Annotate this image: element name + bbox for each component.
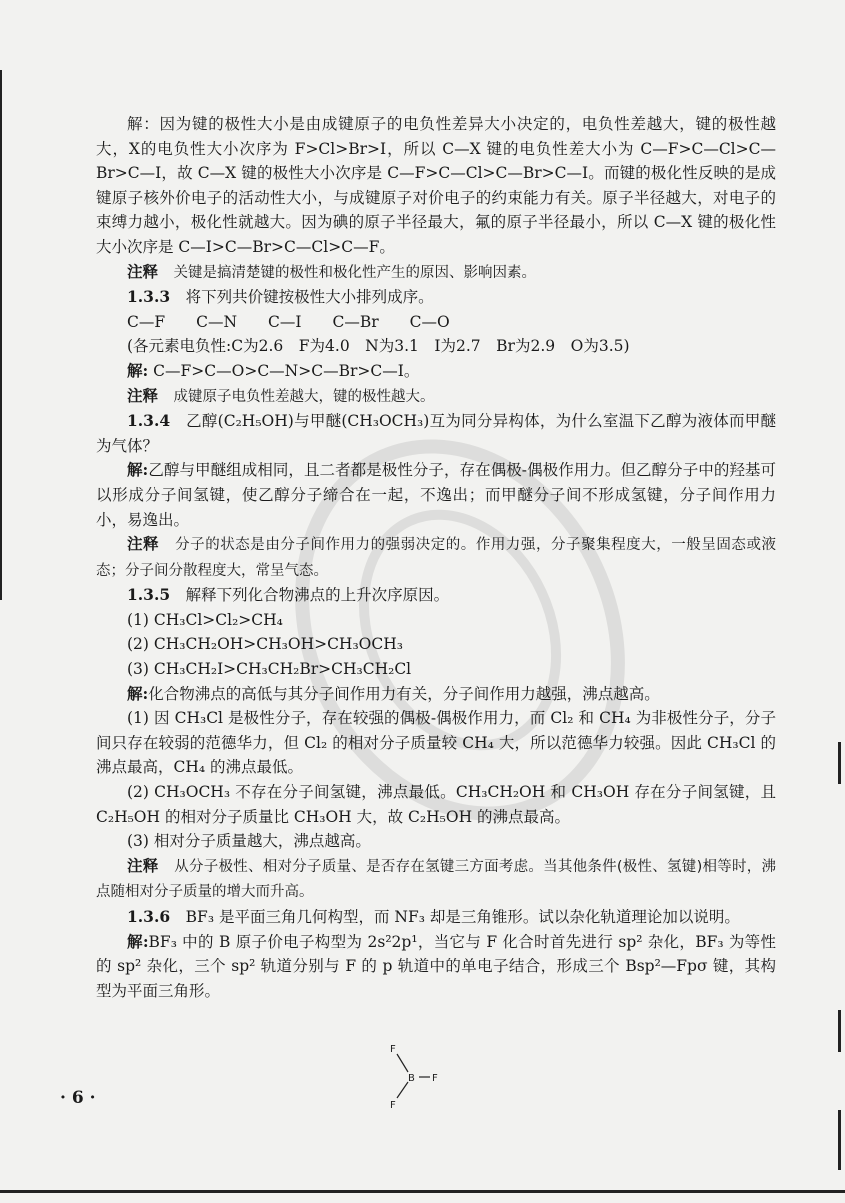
electronegativity-list: (各元素电负性:C为2.6 F为4.0 N为3.1 I为2.7 Br为2.9 O为3.5)	[127, 337, 630, 356]
bond-list: C—F C—N C—I C—Br C—O	[127, 312, 450, 331]
answer-1-3-4: 解:乙醇与甲醚组成相同，且二者都是极性分子，存在偶极-偶极作用力。但乙醇分子中的羟基可以形成分子间氢键，使乙醇分子缔合在一起，不逸出；而甲醚分子间不形成氢键，分子间作用力小，易逸出。	[96, 460, 776, 529]
bf3-structure	[380, 1040, 450, 1110]
scan-edge-bottom	[0, 1190, 845, 1193]
question-1-3-5: 1.3.5 解释下列化合物沸点的上升次序原因。	[127, 585, 450, 605]
page-body	[96, 112, 776, 1003]
note-paragraph: 注释 关键是搞清楚键的极性和极化性产生的原因、影响因素。	[127, 261, 537, 281]
answer-1-3-3: 解: C—F>C—O>C—N>C—Br>C—I。	[127, 360, 420, 380]
scan-mark-right	[838, 742, 841, 784]
boron-atom-label: B	[408, 1073, 415, 1084]
scan-edge-left	[0, 70, 2, 600]
question-1-3-4: 1.3.4 乙醇(C₂H₅OH)与甲醚(CH₃OCH₃)互为同分异构体，为什么室温下乙醇为液体而甲醚为气体？	[96, 411, 776, 455]
page-number: · 6 ·	[60, 1088, 96, 1108]
answer-1-3-5-part: (2) CH₃OCH₃ 不存在分子间氢键，沸点最低。CH₃CH₂OH 和 CH₃OH 存在分子间氢键，且 C₂H₅OH 的相对分子质量比 CH₃OH 大，故 C₂H₅OH 的沸点最高。	[96, 783, 776, 826]
scan-mark-right	[838, 1010, 841, 1052]
question-1-3-3: 1.3.3 将下列共价键按极性大小排列成序。	[127, 287, 434, 307]
answer-1-3-6: 解:BF₃ 中的 B 原子价电子构型为 2s²2p¹，当它与 F 化合时首先进行 sp² 杂化，BF₃ 为等性的 sp² 杂化，三个 sp² 轨道分别与 F 的 p 轨道中的单电子结合，形成三个 Bsp²—Fpσ 键，其构型为平面三角形。	[96, 931, 776, 1000]
fluorine-atom-label: F	[390, 1100, 396, 1110]
compound-list-item: (2) CH₃CH₂OH>CH₃OH>CH₃OCH₃	[127, 635, 403, 654]
scan-mark-right	[838, 1110, 841, 1170]
answer-1-3-5-part: (3) 相对分子质量越大，沸点越高。	[127, 832, 371, 851]
compound-list-item: (3) CH₃CH₂I>CH₃CH₂Br>CH₃CH₂Cl	[127, 660, 412, 679]
fluorine-atom-label: F	[432, 1073, 438, 1084]
note-paragraph: 注释 成键原子电负性差越大，键的极性越大。	[127, 385, 435, 405]
answer-paragraph: 解：因为键的极性大小是由成键原子的电负性差异大小决定的，电负性差越大，键的极性越大，X的电负性大小次序为 F>Cl>Br>I，所以 C—X 键的电负性差大小为 C—F>C—Cl>C—Br>C—I，故 C—X 键的极性大小次序是 C—F>C—Cl>C—Br>C—I。而键的极化性反映的是成键原子核外价电子的活动性大小，与成键原子对价电子的约束能力有关。原子半径越大，对电子的束缚力越小，极化性就越大。因为碘的原子半径最大，氟的原子半径最小，所以 C—X 键的极化性大小次序是 C—I>C—Br>C—Cl>C—F。	[96, 115, 776, 256]
note-paragraph: 注释 从分子极性、相对分子质量、是否存在氢键三方面考虑。当其他条件(极性、氢键)相等时，沸点随相对分子质量的增大而升高。	[96, 855, 776, 901]
answer-1-3-5-part: (1) 因 CH₃Cl 是极性分子，存在较强的偶极-偶极作用力，而 Cl₂ 和 CH₄ 为非极性分子，分子间只存在较弱的范德华力，但 Cl₂ 的相对分子质量较 CH₄ 大，所以范德华力较强。因此 CH₃Cl 的沸点最高，CH₄ 的沸点最低。	[96, 709, 776, 777]
note-paragraph: 注释 分子的状态是由分子间作用力的强弱决定的。作用力强，分子聚集程度大，一般呈固态或液态；分子间分散程度大，常呈气态。	[96, 534, 776, 579]
fluorine-atom-label: F	[390, 1044, 396, 1055]
question-1-3-6: 1.3.6 BF₃ 是平面三角几何构型，而 NF₃ 却是三角锥形。试以杂化轨道理论加以说明。	[127, 907, 740, 926]
compound-list-item: (1) CH₃Cl>Cl₂>CH₄	[127, 610, 283, 629]
answer-1-3-5: 解:化合物沸点的高低与其分子间作用力有关，分子间作用力越强，沸点越高。	[127, 683, 660, 703]
